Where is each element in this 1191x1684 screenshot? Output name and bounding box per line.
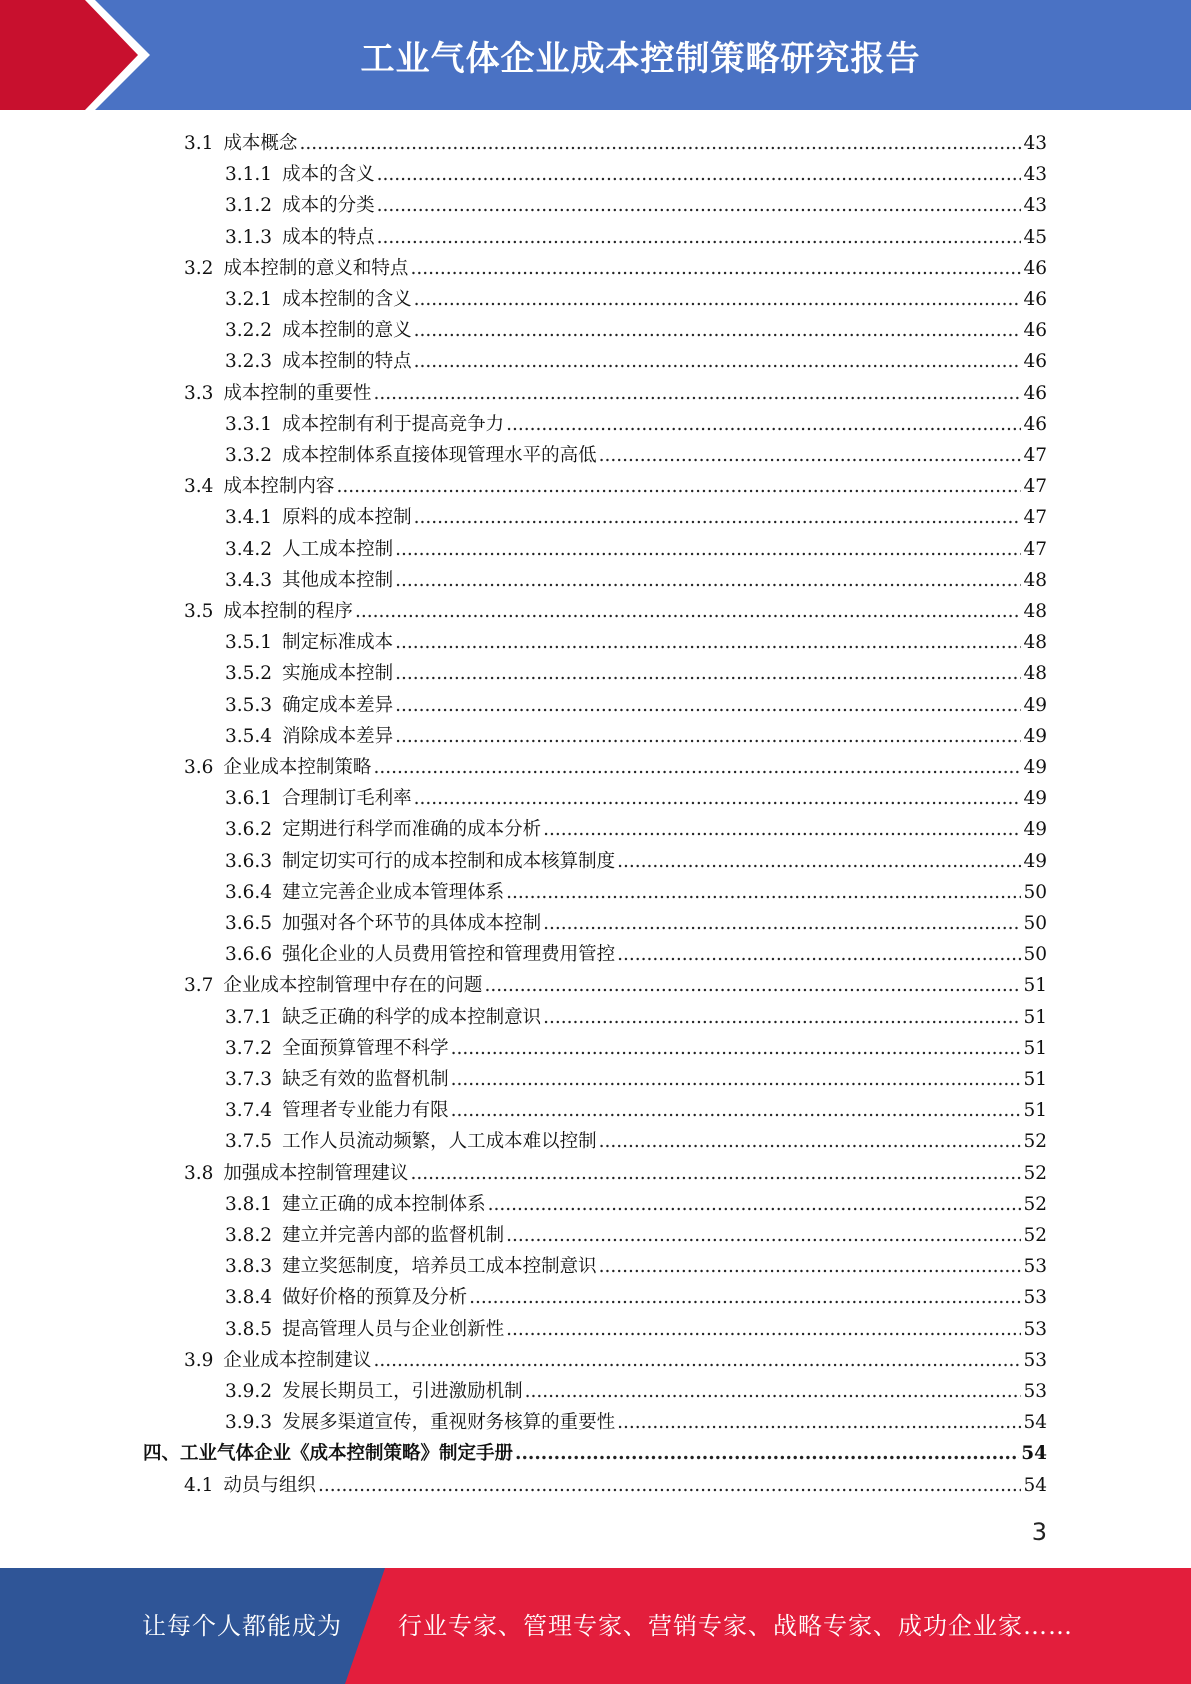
toc-entry-label: 企业成本控制管理中存在的问题 <box>223 975 483 997</box>
toc-dot-leader <box>377 159 1022 190</box>
toc-entry[interactable] <box>225 908 1047 939</box>
toc-entry-label: 发展长期员工，引进激励机制 <box>282 1381 523 1402</box>
toc-entry[interactable] <box>225 939 1047 970</box>
toc-entry-label: 成本的分类 <box>282 195 375 217</box>
toc-dot-leader <box>506 409 1021 440</box>
toc-entry-number: 3.7.2 <box>225 1037 273 1059</box>
toc-entry-label: 成本控制有利于提高竞争力 <box>282 413 505 435</box>
toc-dot-leader <box>373 752 1021 783</box>
toc-entry-page: 43 <box>1023 164 1047 186</box>
toc-entry-page: 49 <box>1023 757 1047 778</box>
toc-entry-page: 54 <box>1023 1474 1047 1496</box>
toc-entry[interactable] <box>184 1158 1047 1189</box>
toc-dot-leader <box>451 1033 1022 1064</box>
toc-entry-number: 3.9.3 <box>225 1412 273 1434</box>
toc-entry[interactable] <box>225 690 1047 721</box>
toc-entry[interactable] <box>225 1251 1047 1282</box>
toc-entry-page: 49 <box>1023 725 1047 747</box>
toc-entry-number: 3.9.2 <box>225 1381 273 1402</box>
toc-entry-page: 43 <box>1023 133 1047 154</box>
toc-entry[interactable] <box>184 128 1047 159</box>
page-number: 3 <box>1031 1518 1047 1546</box>
toc-entry-page: 49 <box>1023 694 1047 716</box>
toc-entry-number: 3.4.3 <box>225 569 273 591</box>
toc-entry-page: 50 <box>1023 881 1047 903</box>
toc-entry-number: 3.6.5 <box>225 913 273 934</box>
toc-entry[interactable] <box>225 440 1047 471</box>
toc-entry-number: 3.6.4 <box>225 881 273 903</box>
toc-entry[interactable] <box>225 1033 1047 1064</box>
toc-dot-leader <box>543 814 1021 845</box>
toc-entry-label: 缺乏有效的监督机制 <box>282 1069 449 1090</box>
toc-entry-number: 3.2.2 <box>225 320 273 342</box>
toc-entry-number: 3.1.3 <box>225 226 273 248</box>
toc-dot-leader <box>395 658 1021 689</box>
toc-entry-number: 3.6.6 <box>225 944 273 966</box>
toc-entry[interactable] <box>184 471 1047 502</box>
page-title: 工业气体企业成本控制策略研究报告 <box>360 38 921 79</box>
toc-entry-number: 3.8 <box>184 1162 214 1184</box>
toc-dot-leader <box>469 1282 1021 1313</box>
toc-entry-label: 缺乏正确的科学的成本控制意识 <box>282 1006 542 1028</box>
toc-entry[interactable] <box>225 1220 1047 1251</box>
toc-dot-leader <box>395 721 1021 752</box>
toc-dot-leader <box>543 908 1021 939</box>
toc-entry-label: 制定标准成本 <box>282 632 394 654</box>
toc-dot-leader <box>355 596 1022 627</box>
toc-entry-number: 3.1.1 <box>225 164 273 186</box>
toc-entry-page: 50 <box>1023 913 1047 934</box>
toc-entry[interactable] <box>225 1282 1047 1313</box>
toc-entry-label: 成本控制内容 <box>223 476 335 498</box>
toc-entry[interactable] <box>184 970 1047 1001</box>
toc-dot-leader <box>515 1438 1019 1469</box>
toc-entry[interactable] <box>225 1095 1047 1126</box>
toc-dot-leader <box>488 1189 1022 1220</box>
toc-entry-page: 47 <box>1023 476 1047 498</box>
toc-entry-page: 52 <box>1023 1225 1047 1246</box>
toc-entry[interactable] <box>225 1002 1047 1033</box>
toc-dot-leader <box>599 1251 1022 1282</box>
toc-entry-label: 成本控制的意义 <box>282 320 412 342</box>
toc-entry-number: 3.2.1 <box>225 289 273 310</box>
toc-entry-number: 3.1.2 <box>225 195 273 217</box>
toc-entry-label: 成本控制的程序 <box>223 601 353 622</box>
toc-entry-number: 3.4 <box>184 476 214 498</box>
toc-entry-number: 3.2 <box>184 257 214 279</box>
toc-entry-page: 52 <box>1023 1131 1047 1153</box>
toc-entry-number: 3.5.2 <box>225 663 273 685</box>
toc-entry-page: 48 <box>1023 601 1047 622</box>
toc-entry-page: 51 <box>1023 1100 1047 1122</box>
toc-entry-number: 3.8.2 <box>225 1225 273 1246</box>
toc-entry[interactable] <box>184 378 1047 409</box>
toc-entry-page: 53 <box>1023 1287 1047 1309</box>
toc-dot-leader <box>414 783 1022 814</box>
toc-dot-leader <box>377 222 1022 253</box>
toc-entry-page: 53 <box>1023 1256 1047 1278</box>
toc-dot-leader <box>617 1407 1021 1438</box>
toc-entry-label: 建立正确的成本控制体系 <box>282 1193 486 1215</box>
toc-entry[interactable] <box>225 1064 1047 1095</box>
toc-entry-page: 46 <box>1023 289 1047 310</box>
toc-entry-label: 成本控制的含义 <box>282 289 412 310</box>
toc-entry-page: 45 <box>1023 226 1047 248</box>
toc-entry-page: 49 <box>1023 788 1047 810</box>
toc-entry-label: 定期进行科学而准确的成本分析 <box>282 819 542 841</box>
toc-entry-label: 成本控制的特点 <box>282 351 412 373</box>
toc-entry-page: 51 <box>1023 975 1047 997</box>
toc-dot-leader <box>318 1470 1022 1501</box>
toc-entry-page: 46 <box>1023 257 1047 279</box>
toc-entry-label: 成本控制的重要性 <box>223 382 372 404</box>
toc-entry-label: 制定切实可行的成本控制和成本核算制度 <box>282 850 616 872</box>
toc-entry-label: 企业成本控制建议 <box>223 1349 372 1371</box>
toc-entry-number: 3.8.5 <box>225 1318 273 1340</box>
toc-dot-leader <box>373 378 1021 409</box>
toc-entry-number: 3.5.3 <box>225 694 273 716</box>
toc-dot-leader <box>543 1002 1021 1033</box>
toc-entry-number: 3.2.3 <box>225 351 273 373</box>
toc-entry-page: 43 <box>1023 195 1047 217</box>
toc-entry[interactable] <box>225 1376 1047 1407</box>
toc-dot-leader <box>599 440 1022 471</box>
toc-entry-label: 建立奖惩制度，培养员工成本控制意识 <box>282 1256 597 1278</box>
toc-entry-number: 3.7.4 <box>225 1100 273 1122</box>
toc-entry-label: 工作人员流动频繁，人工成本难以控制 <box>282 1131 597 1153</box>
toc-entry-label: 成本的特点 <box>282 226 375 248</box>
toc-entry-label: 建立并完善内部的监督机制 <box>282 1225 505 1246</box>
toc-entry-page: 46 <box>1023 382 1047 404</box>
toc-entry-number: 3.3.1 <box>225 413 273 435</box>
toc-entry-page: 47 <box>1023 538 1047 560</box>
toc-entry-page: 48 <box>1023 632 1047 654</box>
toc-dot-leader <box>373 1345 1021 1376</box>
toc-dot-leader <box>395 627 1021 658</box>
toc-entry-label: 人工成本控制 <box>282 538 394 560</box>
toc-entry-page: 51 <box>1023 1037 1047 1059</box>
toc-entry-number: 3.8.4 <box>225 1287 273 1309</box>
toc-entry-number: 3.8.3 <box>225 1256 273 1278</box>
header-chevron-icon <box>0 0 160 110</box>
toc-entry-number: 3.7.3 <box>225 1069 273 1090</box>
toc-entry-number: 3.7.1 <box>225 1006 273 1028</box>
toc-entry-page: 48 <box>1023 569 1047 591</box>
toc-entry-label: 强化企业的人员费用管控和管理费用管控 <box>282 944 616 966</box>
toc-entry-page: 52 <box>1023 1162 1047 1184</box>
toc-entry-label: 实施成本控制 <box>282 663 394 685</box>
toc-entry[interactable] <box>225 502 1047 533</box>
page-footer <box>0 1568 1191 1684</box>
toc-entry-label: 企业成本控制策略 <box>223 757 372 778</box>
toc-dot-leader <box>410 253 1021 284</box>
toc-entry-number: 3.6.3 <box>225 850 273 872</box>
toc-entry[interactable] <box>225 222 1047 253</box>
toc-entry-label: 合理制订毛利率 <box>282 788 412 810</box>
toc-entry[interactable] <box>225 565 1047 596</box>
toc-entry-page: 53 <box>1023 1318 1047 1340</box>
toc-entry[interactable] <box>225 877 1047 908</box>
toc-entry[interactable] <box>225 721 1047 752</box>
toc-entry-number: 3.3 <box>184 382 214 404</box>
toc-entry-number: 3.8.1 <box>225 1193 273 1215</box>
toc-entry-label: 发展多渠道宣传，重视财务核算的重要性 <box>282 1412 616 1434</box>
toc-entry-label: 消除成本差异 <box>282 725 394 747</box>
page-header <box>0 0 1191 110</box>
toc-entry-number: 3.1 <box>184 133 214 154</box>
toc-entry[interactable] <box>225 1126 1047 1157</box>
toc-dot-leader <box>410 1158 1021 1189</box>
toc-dot-leader <box>414 502 1022 533</box>
toc-entry[interactable] <box>184 752 1047 783</box>
toc-dot-leader <box>299 128 1021 159</box>
toc-entry-label: 建立完善企业成本管理体系 <box>282 881 505 903</box>
toc-entry-page: 47 <box>1023 507 1047 529</box>
toc-entry-number: 4.1 <box>184 1474 214 1496</box>
toc-dot-leader <box>451 1095 1022 1126</box>
toc-entry-page: 49 <box>1023 819 1047 841</box>
toc-entry[interactable] <box>225 159 1047 190</box>
toc-entry-number: 3.6.1 <box>225 788 273 810</box>
toc-entry-page: 51 <box>1023 1069 1047 1090</box>
toc-entry-page: 51 <box>1023 1006 1047 1028</box>
toc-entry-number: 3.5 <box>184 601 214 622</box>
toc-entry-label: 做好价格的预算及分析 <box>282 1287 468 1309</box>
toc-entry-number: 3.5.1 <box>225 632 273 654</box>
toc-entry-label: 成本概念 <box>223 133 298 154</box>
toc-entry-label: 成本的含义 <box>282 164 375 186</box>
toc-entry[interactable] <box>225 627 1047 658</box>
toc-entry[interactable] <box>225 1314 1047 1345</box>
toc-dot-leader <box>484 970 1021 1001</box>
toc-entry[interactable] <box>184 1470 1047 1501</box>
toc-entry-number: 3.6.2 <box>225 819 273 841</box>
toc-entry-number: 3.4.2 <box>225 538 273 560</box>
toc-entry-page: 54 <box>1023 1412 1047 1434</box>
toc-entry-label: 四、工业气体企业《成本控制策略》制定手册 <box>143 1443 514 1465</box>
toc-entry[interactable] <box>225 814 1047 845</box>
toc-dot-leader <box>414 315 1022 346</box>
footer-slogan-right: 行业专家、管理专家、营销专家、战略专家、成功企业家…… <box>398 1612 1073 1640</box>
toc-entry-label: 成本控制的意义和特点 <box>223 257 409 279</box>
toc-dot-leader <box>414 284 1022 315</box>
toc-entry-label: 成本控制体系直接体现管理水平的高低 <box>282 445 597 466</box>
toc-entry[interactable] <box>225 284 1047 315</box>
toc-entry-label: 加强对各个环节的具体成本控制 <box>282 913 542 934</box>
toc-entry-number: 3.4.1 <box>225 507 273 529</box>
toc-entry[interactable] <box>184 253 1047 284</box>
toc-dot-leader <box>617 846 1021 877</box>
toc-dot-leader <box>506 1220 1021 1251</box>
toc-dot-leader <box>506 1314 1021 1345</box>
toc-dot-leader <box>395 690 1021 721</box>
toc-entry[interactable] <box>184 596 1047 627</box>
toc-entry[interactable] <box>143 1438 1047 1469</box>
toc-entry-label: 管理者专业能力有限 <box>282 1100 449 1122</box>
toc-entry-page: 48 <box>1023 663 1047 685</box>
toc-entry[interactable] <box>225 534 1047 565</box>
toc-entry-page: 46 <box>1023 413 1047 435</box>
toc-entry-number: 3.9 <box>184 1349 214 1371</box>
toc-dot-leader <box>395 565 1021 596</box>
toc-entry-page: 47 <box>1023 445 1047 466</box>
toc-dot-leader <box>525 1376 1022 1407</box>
toc-dot-leader <box>617 939 1021 970</box>
toc-entry[interactable] <box>225 783 1047 814</box>
toc-entry-number: 3.5.4 <box>225 725 273 747</box>
toc-dot-leader <box>377 190 1022 221</box>
toc-entry-page: 46 <box>1023 320 1047 342</box>
toc-entry-label: 提高管理人员与企业创新性 <box>282 1318 505 1340</box>
toc-entry-number: 3.6 <box>184 757 214 778</box>
toc-entry-number: 3.7 <box>184 975 214 997</box>
toc-entry-page: 49 <box>1023 850 1047 872</box>
toc-entry[interactable] <box>184 1345 1047 1376</box>
toc-entry[interactable] <box>225 315 1047 346</box>
toc-entry[interactable] <box>225 846 1047 877</box>
toc-dot-leader <box>395 534 1021 565</box>
toc-dot-leader <box>599 1126 1022 1157</box>
footer-slogan-left: 让每个人都能成为 <box>142 1612 342 1640</box>
toc-entry-page: 50 <box>1023 944 1047 966</box>
toc-dot-leader <box>451 1064 1022 1095</box>
toc-entry-label: 加强成本控制管理建议 <box>223 1162 409 1184</box>
toc-entry[interactable] <box>225 409 1047 440</box>
toc-entry-label: 全面预算管理不科学 <box>282 1037 449 1059</box>
toc-entry[interactable] <box>225 1407 1047 1438</box>
toc-entry[interactable] <box>225 190 1047 221</box>
toc-entry-page: 52 <box>1023 1193 1047 1215</box>
toc-entry-page: 54 <box>1021 1443 1047 1465</box>
toc-entry[interactable] <box>225 1189 1047 1220</box>
toc-entry-label: 其他成本控制 <box>282 569 394 591</box>
toc-entry-label: 确定成本差异 <box>282 694 394 716</box>
toc-dot-leader <box>336 471 1021 502</box>
toc-entry-page: 53 <box>1023 1349 1047 1371</box>
toc-dot-leader <box>506 877 1021 908</box>
toc-entry[interactable] <box>225 346 1047 377</box>
toc-entry-page: 53 <box>1023 1381 1047 1402</box>
toc-entry-number: 3.3.2 <box>225 445 273 466</box>
toc-dot-leader <box>414 346 1022 377</box>
toc-entry-label: 原料的成本控制 <box>282 507 412 529</box>
toc-entry-label: 动员与组织 <box>223 1474 316 1496</box>
toc-entry-page: 46 <box>1023 351 1047 373</box>
toc-entry-number: 3.7.5 <box>225 1131 273 1153</box>
toc-entry[interactable] <box>225 658 1047 689</box>
